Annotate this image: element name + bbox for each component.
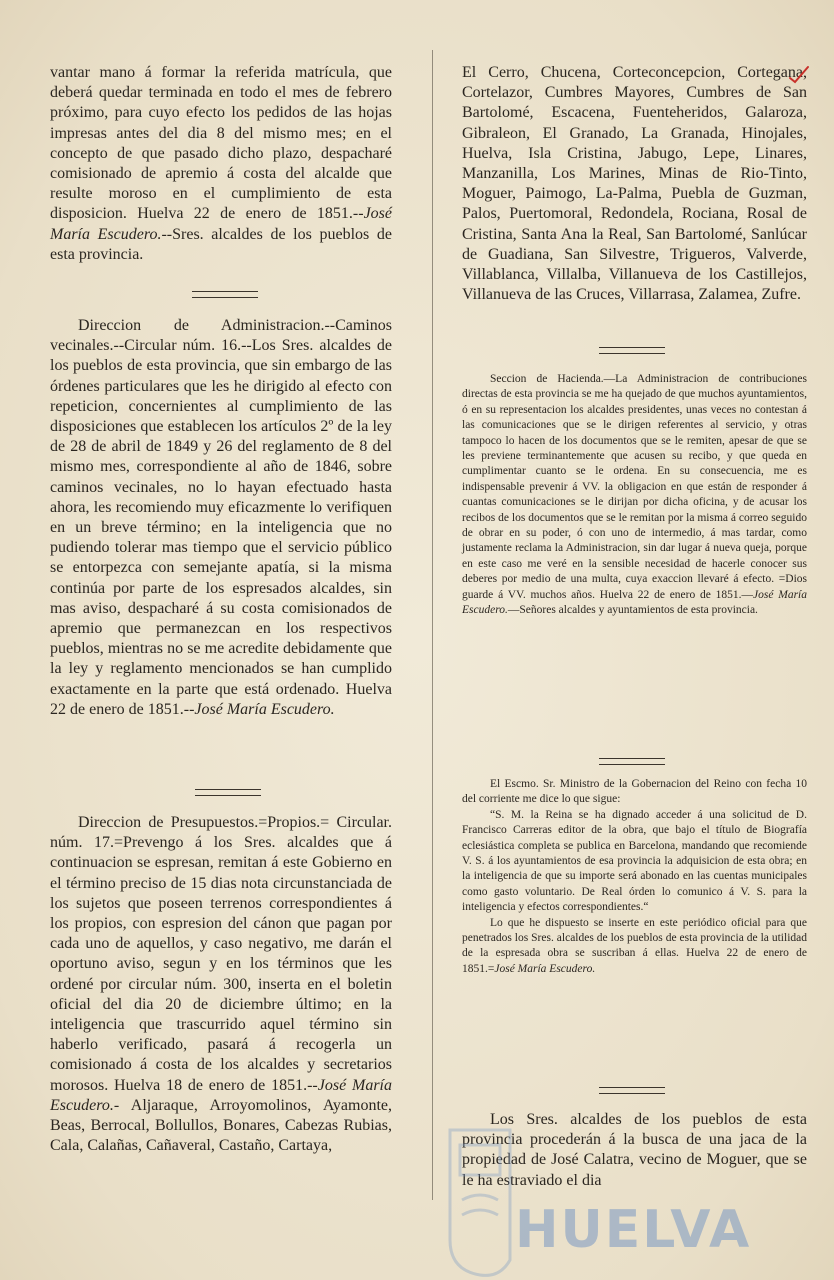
left-block-2-signature: José María Escudero. [194, 700, 335, 718]
right-block-3 [462, 777, 807, 977]
right-block-3-text: Lo que he dispuesto se inserte en este periódico oficial para que penetrados los Sres. alcaldes de los pueblos de esta provincia de la utilidad de la espresada obra se suscriban á ellas. Huelva 22 de enero de 1851.= [462, 916, 807, 975]
right-block-3-signature: José María Escudero. [494, 962, 596, 975]
right-block-3-quote: “S. M. la Reina se ha dignado acceder á una solicitud de D. Francisco Carreras editor de la obra, que bajo el título de Biografía eclesiástica completa se publica en Barcelona, mandando que recomiende V. S. á los ayuntamientos de esa provincia la adquisicion de esta obra; en la inteligencia de que su importe será abonado en las cuentas municipales como gasto voluntario. De Real órden lo comunico á V. S. para la inteligencia y efectos correspondientes.“ [462, 808, 807, 914]
left-block-3 [50, 813, 392, 1156]
right-block-2-signature: José María Escudero. [462, 588, 807, 617]
column-divider [432, 50, 433, 1200]
left-block-3-signature: José María Escudero. [50, 1076, 392, 1114]
left-block-2-text: Direccion de Administracion.--Caminos vecinales.--Circular núm. 16.--Los Sres. alcaldes de los pueblos de esta provincia, que sin embargo de las órdenes particulares que les he dirigido al efecto con repeticion, concernientes al cumplimiento de las disposiciones que establecen los artículos 2º de la ley de 28 de abril de 1849 y 26 del reglamento de 8 del mismo mes, correspondiente al año de 1846, sobre caminos vecinales, no lo hayan efectuado hasta ahora, les recomiendo muy eficazmente lo verifiquen en un breve término; en la inteligencia que no pudiendo tolerar mas tiempo que el servicio público se entorpezca con semejante apatía, si la misma continúa por parte de los espresados alcaldes, sin mas aviso, despacharé á su costa comisionados de apremio que permanezcan en los respectivos pueblos, mientras no se me acredite debidamente que la ley y reglamento mencionados se han cumplido exactamente en la parte que está ordenado. Huelva 22 de enero de 1851.-- [50, 317, 392, 718]
left-block-1-text: vantar mano á formar la referida matrícula, que deberá quedar terminada en todo el mes de febrero próximo, para cuyo efecto los pedidos de las hojas impresas antes del dia 8 del mismo mes; en el concepto de que pasado dicho plazo, despacharé comisionado de apremio á costa del alcalde que resulte moroso en el cumplimiento de esta disposicion. Huelva 22 de enero de 1851.-- [50, 64, 392, 223]
section-divider-ornament [599, 347, 665, 354]
right-block-1-text: El Cerro, Chucena, Corteconcepcion, Cortegana, Cortelazor, Cumbres Mayores, Cumbres de San Bartolomé, Escacena, Fuenteheridos, Galaroza, Gibraleon, El Granado, La Granada, Hinojales, Huelva, Isla Cristina, Jabugo, Lepe, Linares, Manzanilla, Los Marines, Minas de Rio-Tinto, Moguer, Paimogo, La-Palma, Puebla de Guzman, Palos, Puertomoral, Redondela, Rociana, Rosal de Cristina, Santa Ana la Real, San Bartolomé, Sanlúcar de Guadiana, San Silvestre, Trigueros, Valverde, Villablanca, Villalba, Villanueva de los Castillejos, Villanueva de las Cruces, Villarrasa, Zalamea, Zufre. [462, 64, 807, 304]
right-block-3-intro: El Escmo. Sr. Ministro de la Gobernacion del Reino con fecha 10 del corriente me dice lo que sigue: [462, 778, 807, 806]
section-divider-ornament [195, 789, 261, 796]
right-block-4-text: Los Sres. alcaldes de los pueblos de esta provincia procederán á la busca de una jaca de la propiedad de José Calatra, vecino de Moguer, que se le ha estraviado el dia [462, 1111, 807, 1189]
section-divider-ornament [192, 291, 258, 298]
left-block-2 [50, 316, 392, 720]
left-block-1 [50, 63, 392, 265]
section-divider-ornament [599, 758, 665, 765]
red-check-mark-icon [788, 64, 810, 86]
right-block-2-closing: —Señores alcaldes y ayuntamientos de esta provincia. [507, 604, 758, 617]
right-block-2 [462, 372, 807, 619]
left-block-3-text: Direccion de Presupuestos.=Propios.= Circular. núm. 17.=Prevengo á los Sres. alcaldes que á continuacion se espresan, remitan á este Gobierno en el término preciso de 15 dias nota circunstanciada de los sujetos que poseen terrenos correspondientes á los propios, con espresion del cánon que pagan por cada uno de aquellos, y caso negativo, me darán el oportuno aviso, segun y en los términos que les ordené por circular núm. 300, insertа en el boletin oficial del dia 20 de diciembre último; en la inteligencia que trascurrido aquel término sin haberlo verificado, pasará á recogerla un comisionado á costa de los alcaldes y secretarios morosos. Huelva 18 de enero de 1851.-- [50, 814, 392, 1094]
watermark-text: HUELVA [515, 1200, 752, 1260]
left-block-1-signature: José María Escudero. [50, 205, 392, 243]
left-block-1-closing: --Sres. alcaldes de los pueblos de esta provincia. [50, 225, 392, 263]
left-block-3-list: - Aljaraque, Arroyomolinos, Ayamonte, Beas, Berrocal, Bollullos, Bonares, Cabezas Rubias, Cala, Calañas, Cañaveral, Castaño, Cartaya, [50, 1096, 392, 1155]
right-block-1 [462, 63, 807, 305]
right-block-2-text: Seccion de Hacienda.—La Administracion de contribuciones directas de esta provincia se me ha quejado de que muchos ayuntamientos, ó en su representacion los alcaldes presidentes, unas veces no contestan á las comunicaciones que se le dirigen referentes al servicio, y otras tampoco lo hacen de los documentos que se le remiten, apesar de que se les previene terminantemente que acusen su recibo, y que queda en cumplimentar cuanto se le ordena. En su consecuencia, me es indispensable prevenir á VV. la obligacion en que están de responder á cuantas comunicaciones se le dirijan por dicha oficina, y de acusar los recibos de los documentos que se le remitan por la misma á correo seguido de obrar en su poder, ó con uno de intermedio, á mas tardar, como justamente reclama la Administracion, sin dar lugar á nueva queja, porque en este caso me veré en la sensible necesidad de hacerle conocer sus deberes por medio de una multa, cuya exaccion llevaré á efecto. =Dios guarde á VV. muchos años. Huelva 22 de enero de 1851.— [462, 373, 807, 601]
